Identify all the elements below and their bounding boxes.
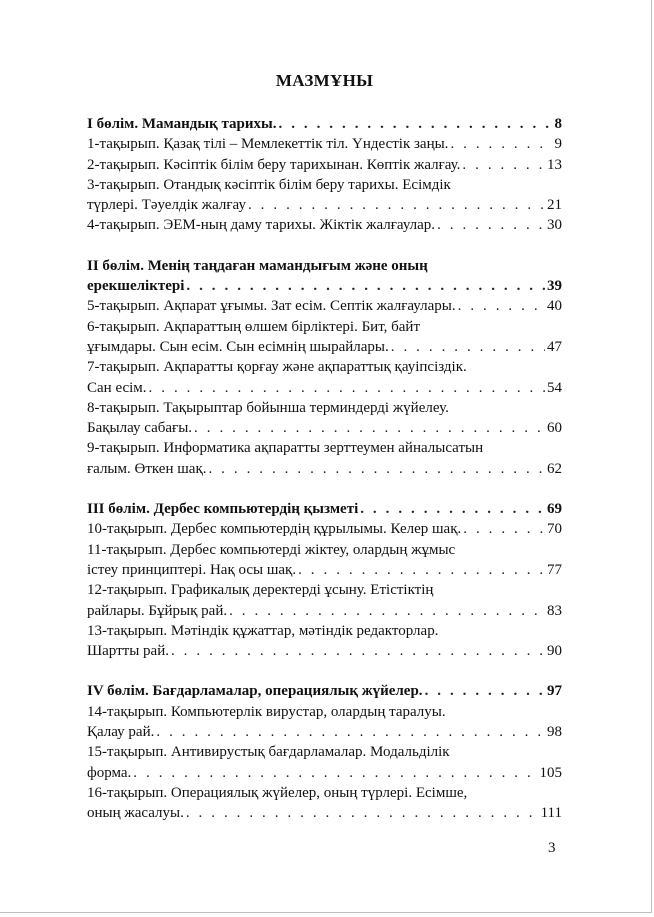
toc-section [87,114,562,236]
entry-text-line: ІІ бөлім. Менің таңдаған мамандығым және оның [87,257,428,274]
section-heading[interactable] [87,114,562,134]
entry-text-line: 7-тақырып. Ақпаратты қорғау және ақпараттық қауіпсіздік. [87,359,467,376]
dot-leader [208,459,545,479]
dot-leader [462,155,545,175]
toc-entry[interactable] [87,357,562,398]
entry-text-line: 3-тақырып. Отандық кәсіптік білім беру тарихы. Есімдік [87,176,451,193]
dot-leader [133,763,537,783]
entry-last-line [87,114,562,134]
dot-leader [391,337,545,357]
entry-text: І бөлім. Мамандық тарихы. [87,116,277,132]
entry-page-number: 60 [547,420,562,437]
entry-text: ұғымдары. Сын есім. Сын есімнің шырайлары. [87,338,389,355]
entry-text: Сан есім. [87,379,147,396]
entry-page-number: 77 [547,561,562,578]
entry-text-line: 11-тақырып. Дербес компьютерді жіктеу, олардың жұмыс [87,541,456,558]
entry-text-line: 16-тақырып. Операциялық жүйелер, оның түрлері. Есімше, [87,784,468,801]
entry-page-number: 83 [547,602,562,619]
entry-text-line: 9-тақырып. Информатика ақпаратты зерттеумен айналысатын [87,440,484,457]
entry-page-number: 97 [547,683,562,700]
dot-leader [360,499,545,519]
entry-text-line: 6-тақырып. Ақпараттың өлшем бірліктері. Бит, байт [87,318,421,335]
entry-last-line [87,681,562,701]
entry-text: ІІІ бөлім. Дербес компьютердің қызметі [87,501,359,518]
entry-last-line [87,803,562,823]
dot-leader [186,803,539,823]
entry-text-line: 14-тақырып. Компьютерлік вирустар, олардың таралуы. [87,703,446,720]
dot-leader [463,519,545,539]
entry-page-number: 90 [547,643,562,660]
entry-page-number: 70 [547,521,562,538]
section-heading[interactable] [87,256,562,297]
table-of-contents [87,70,562,844]
entry-page-number: 62 [547,460,562,477]
entry-text: 10-тақырып. Дербес компьютердің құрылымы. Келер шақ. [87,521,462,538]
entry-page-number: 105 [539,764,562,781]
entry-text-line: 8-тақырып. Тақырыптар бойынша терминдерді жүйелеу. [87,399,449,416]
toc-entry[interactable] [87,296,562,316]
dot-leader [156,722,545,742]
dot-leader [171,641,545,661]
section-heading[interactable] [87,681,562,701]
entry-text: түрлері. Тәуелдік жалғау [87,197,246,214]
entry-last-line [87,155,562,175]
entry-text: ерекшеліктері [87,278,185,295]
entry-page-number: 39 [547,278,562,295]
entry-last-line [87,276,562,296]
entry-last-line [87,601,562,621]
entry-text-line: 15-тақырып. Антивирустық бағдарламалар. Модальділік [87,744,450,761]
dot-leader [279,114,553,134]
dot-leader [450,134,552,154]
entry-text: Қалау рай. [87,724,155,741]
dot-leader [425,681,545,701]
entry-last-line [87,337,562,357]
entry-last-line [87,215,562,235]
entry-page-number: 21 [547,197,562,214]
entry-page-number: 8 [554,116,562,132]
toc-entry[interactable] [87,155,562,175]
toc-section [87,499,562,661]
dot-leader [194,418,545,438]
toc-section [87,256,562,479]
entry-last-line [87,763,562,783]
dot-leader [229,601,545,621]
toc-entry[interactable] [87,175,562,216]
page-number: 3 [548,840,556,856]
entry-text: 2-тақырып. Кәсіптік білім беру тарихынан. Көптік жалғау. [87,156,461,173]
entry-page-number: 54 [547,379,562,396]
entry-text: Шартты рай. [87,643,169,660]
entry-text: 5-тақырып. Ақпарат ұғымы. Зат есім. Септік жалғаулары. [87,298,456,315]
page-edge-bottom [0,912,652,913]
toc-entry[interactable] [87,621,562,662]
entry-text-line: 13-тақырып. Мәтіндік құжаттар, мәтіндік редакторлар. [87,622,439,639]
toc-entry[interactable] [87,215,562,235]
page-edge-right [651,0,652,912]
entry-text: істеу принциптері. Нақ осы шақ. [87,561,297,578]
dot-leader [298,560,545,580]
section-heading[interactable] [87,499,562,519]
toc-entry[interactable] [87,317,562,358]
toc-entry[interactable] [87,540,562,581]
page-title: МАЗМҰНЫ [275,71,374,90]
entry-last-line [87,499,562,519]
entry-text: райлары. Бұйрық рай. [87,602,228,619]
entry-text: оның жасалуы. [87,805,184,822]
entry-page-number: 13 [547,156,562,173]
entry-text: 4-тақырып. ЭЕМ-ның даму тарихы. Жіктік жалғаулар. [87,217,436,234]
toc-entry[interactable] [87,742,562,783]
entry-page-number: 9 [554,136,562,153]
dot-leader [458,296,545,316]
toc-entry[interactable] [87,438,562,479]
dot-leader [186,276,545,296]
entry-last-line [87,418,562,438]
toc-body [87,114,562,824]
toc-entry[interactable] [87,519,562,539]
entry-last-line [87,560,562,580]
toc-section [87,681,562,823]
entry-last-line [87,641,562,661]
entry-page-number: 69 [547,501,562,518]
dot-leader [248,195,545,215]
entry-last-line [87,459,562,479]
entry-text: ғалым. Өткен шақ. [87,460,207,477]
entry-last-line [87,519,562,539]
toc-entry[interactable] [87,783,562,824]
entry-text: форма. [87,764,132,781]
toc-entry[interactable] [87,702,562,743]
toc-entry[interactable] [87,134,562,154]
entry-page-number: 30 [547,217,562,234]
entry-last-line [87,378,562,398]
dot-leader [149,378,545,398]
entry-text: IV бөлім. Бағдарламалар, операциялық жүйелер. [87,683,423,700]
entry-last-line [87,134,562,154]
dot-leader [437,215,545,235]
entry-last-line [87,195,562,215]
entry-page-number: 40 [547,298,562,315]
entry-text: Бақылау сабағы. [87,420,193,437]
entry-last-line [87,722,562,742]
entry-page-number: 47 [547,338,562,355]
toc-entry[interactable] [87,398,562,439]
entry-page-number: 98 [547,724,562,741]
entry-last-line [87,296,562,316]
entry-text: 1-тақырып. Қазақ тілі – Мемлекеттік тіл. Үндестік заңы. [87,136,449,153]
toc-entry[interactable] [87,580,562,621]
entry-page-number: 111 [540,805,562,822]
entry-text-line: 12-тақырып. Графикалық деректерді ұсыну. Етістіктің [87,582,434,599]
